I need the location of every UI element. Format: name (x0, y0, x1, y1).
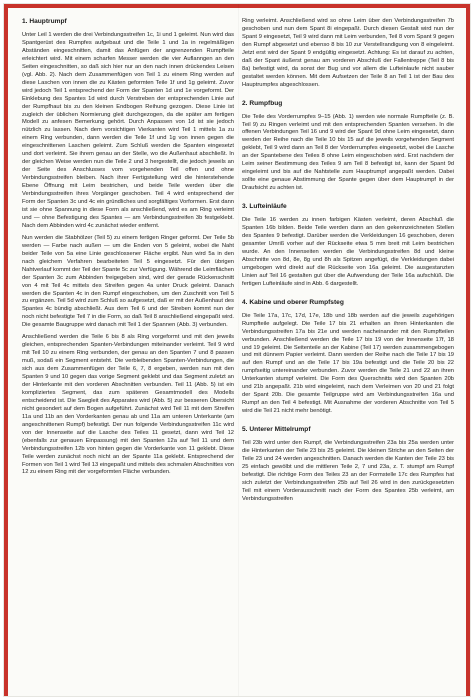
red-left-border (4, 4, 8, 696)
section-heading-hauptrumpf: 1. Hauptrumpf (22, 18, 67, 25)
paragraph: Die Teile 17a, 17c, 17d, 17e, 18b und 18b werden auf die jeweils zugehörigen Rumpfteile aufgelegt. Die Teile 17 bis 21 erhalten an ihren Hinterkanten die Verbindungsstreifen 17a bis 21e und werden nacheinander mit den Rumpfteilen verbunden. Anschließend werden die Teile 17 bis 19 von der Innenseite 17f, 18 und 19 geleimt. Die Seitenteile an der Kabine (Teil 17) werden zusammengebogen und mit dünnem Papier verleimt. Dann werden der Reihe nach die Teile 17 bis 19 auf den Rumpf und an die Teile 17 bis 19a befestigt und die Teile 20 bis 22 rumpfseitig untereinander verbunden. Zuvor werden die Teile 21 und 22 an ihren Unterkanten stumpf verleimt. Die Form des Querschnitts wird den Spanten 20b und 21b angepaßt. 21b wird eingeleimt, nach dem Verleimen von 20 und 21 folgt der Spant 20b. Die gesamte Teilgruppe wird am Verbindungsstreifen 16a und Rumpf an den Teil 4 befestigt. Mit Ausnahme der vorderen Abschnitte von Teil 5 wird die Teil 21 nicht mehr benötigt. (242, 312, 454, 415)
section-heading-unterer-mittelrumpf: 5. Unterer Mittelrumpf (242, 426, 311, 434)
paragraph: Anschließend werden die Teile 6 bis 8 als Ring vorgeformt und mit den jeweils gleichen, entsprechenden Spanten-Verbindungen miteinander verleimt. Teil 9 wird mit Teil 10 zu einem Ring verbunden, der genau an den Spanten 7 und 8 passen muß, sodaß ein Segment entsteht. Die verbleibenden Spanten-Verbindungen, die sich aus dem Zusammenfügen der Teile 6, 7, 8 ergeben, werden nun mit den Spanten 9 und 10 gegen das vorige Segment geklebt und das Segment zuletzt an der Hinterkante mit den vorderen Abschnitten verbunden. Teil 11 (Abb. 5) ist ein kompliziertes Segment, das zum späteren Gesamtmodell des Modells entscheidend ist. Die Saegleit des Apparates wird (Abb. 5) zur besseren Übersicht nicht gesondert auf dem Bogen aufgeführt. Zunächst wird Teil 11 mit dem Streifen 11a und 11b an den Vorderkanten genau ab und 11a am unteren Unterkante (am angeschnittenen Rumpf) befestigt. Der nun folgende Verbindungsstreifen 11c wird von der Innenseite auf die Lasche des Teiles 11 gesetzt, dann wird Teil 12 (ebenfalls zur genauen Einpassung) mit den Spanten 12a auf Teil 11 und dem Verbindungsstreifen 12b von hinten gegen die Vorderkante von 11 geklebt. Diese Teile werden zunächst noch nicht an der Spante 11a geklebt. Entsprechend der Formen von Teil 1 wird Teil 13 eingepaßt und mittels des schmalen Abschnittes von 12 zu einem Ring mit der vorgeformten Fläche verbunden. (22, 334, 234, 476)
left-column (22, 18, 234, 481)
red-right-border (466, 4, 470, 696)
paragraph: Die Teile des Vorderrumpfes 9–15 (Abb. 1) werden wie normale Rumpfteile (z. B. Teil 9) zu Ringen verleimt und mit den entsprechenden Spanten versehen. In die offenen Verbindungen Teil 16 und 9 wird der Spant 9d ohne Leim eingesetzt, dann werden der Reihe nach die Teile 10 bis 15 auf die jeweils vorgehenden Segment geklebt, Teil 9 wird dann an Teil 8 der Vorderrumpfes eingesetzt, wobei die Lasche an der Spantebene des Teiles 8 ohne Leim eingeschoben wird. Erst nachdem der Leim seiner Bestimmung des Teiles 9 am Teil 8 befestigt ist, kann der Spant 9d eingeleimt und bis auf die Nahtstelle zum Hauptrumpf angepaßt werden. Dabei sollte eine genaue Abstimmung der Spante gegen über dem Hauptrumpf in der Draufsicht zu achten ist. (242, 113, 454, 192)
booklet-page (3, 3, 471, 697)
paragraph: Teil 23b wird unter den Rumpf, die Verbindungsstreifen 23a bis 25a werden unter die Hinterkanten der Teile 23 bis 25 geleimt. Die kleinen Striche an den Seiten der Teile 23 und 24 werden angeschnitten. Danach werden die Kanten der Teile 23 bis 25 einfach gewölbt und die mittleren Teile 2, 7 und 23a, z. T. stumpf am Rumpf befestigt. Die richtige Form des Teiles 23 an der Formstelle 17c des Rumpfes hat sich zuletzt der Verbindungsstreifen 25b auf Teil 26 wird in den zurückgesetzten Teil mit einem Vorderausschnitt nach der Form des Spantes 25b verleimt, am Verbindungsstreifen (242, 440, 454, 502)
section-heading-rumpfbug: 2. Rumpfbug (242, 99, 283, 107)
section-heading-kabine: 4. Kabine und oberer Rumpfsteg (242, 298, 344, 306)
red-top-border (4, 4, 470, 8)
paragraph: Nun werden die Stabhölzer (Teil 5) zu einem fertigen Ringer geformt. Der Teile 5b werden — Farbe nach außen — um die Enden von 5 geleimt, wobei die Naht beider Teile von 5a eine Linie geschlossener Fläche ergibt. Nun wird 5a in den nach gleichem Verfahren bearbeiteten Teil 5 eingesetzt. Für den übrigen Nahtverlauf kommt der Teil der Spante 5c zur Verfügung. Während die Leimflächen der Spanten 3c zum Abbinden freigegeben sind, wird der gerade Rückenschnitt von 4 mit Teil 4c mittels des Streifen gegen 4a unter Druck geleimt. Danach werden die Spanten 4c in den Rumpf eingeschoben, um den Zuschnitt von Teil 5 zu ergänzen. Teil 5d wird zum Schluß so aufgesetzt, daß er mit der Außenhaut des Spantes 4c bündig abschließt. Aus dem Teil 6 und der Streben kommt nun der noch nicht befestigte Teil 7 in die Form, so daß Teil 8 anschließend eingepaßt wird. Die gesamte Baugruppe wird danach mit Teil 1 der Spannen (Abb. 3) verbunden. (22, 234, 234, 329)
section-heading-lufteinlaeufe: 3. Lufteinläufe (242, 203, 287, 211)
right-column (242, 18, 454, 508)
paragraph: Unter Leil 1 werden die drei Verbindungsstreifen 1c, 1i und 1 geleimt. Nun wird das Spantgerüst des Rumpfes aufgebaut und die Teile 1 und 1a in regelmäßigen Abständen eingeschnitten, damit das Anfügen der angrenzenden Rumpfteile erleichtert wird. Mit einem scharfen Messer werden die vier Auflanngen an den Seiten eingeschnitten, so daß sich hier nur an den nach innen drückendes Leisen (vgl. Abb. 2). Nach dem Zusammenfügen von Teil 1 zu einem Ring werden auf diese Laschen von innen die zu Kästen geformten Teile 1f und 1g geleimt. Zuvor wird jedoch Teil 1 entsprechend der Form der Spanten 1d und 1e vorgeformt. Der Einklebung des Spantes 1d wird durch Verstreben der entsprechenden Linie auf der Rumpfhaut bis zu den kleinen Endbogen Reihung gezogen. Diese Linie ist zugleich der üblichen Normierung gleit durchgezogen, da die später am fertigen Modell zu anfesen Bemerkung gehört. Durch Anpassen von 1d ist sie jedoch nützlich zu lassen. Nach dem vorsichtigen Vierkanten wird Teil 1 mittels 1a zu einem Ring verbunden, dann werden die Teile 1f und 1g von innen gegen die eingeschnittenen Laschen geleimt. Zum Schluß werden die Spanten eingesetzt und dort verleimt. Sie ihrem genau an der Stelle, wo die Außenhaut abschließt. In der gleichen Weise werden nun die Teile 2 und 3 hergestellt, die jedoch jeweils an der Seite des Anschlusses vom vorgehenden Teil offen und ohne Verbindungsstreifen bleiben. Nach ihrer Fertigstellung wird die hinterstehende Ebene Öffnung mit Leim bestrichen, und beide Teile werden über die Verbindungsstreifen ihres Vorgänger geschoben. Teil 4 wird entsprechend der Form der Spanten 3c und 4c ein gründliches und sorgfältiges Vorformen. Erst dann ist sie ohne Spannung in diese Form als anschließend, wird es am Ring verleimt und — ohne Befestigung des Spantes — am Verbindungsstreifen 3b festgeklebt. Nach dem Abbinden wird 4c zunächst wieder entfernt. (22, 32, 234, 229)
column-gutter (238, 4, 239, 696)
paragraph: Die Teile 16 werden zu innen farbigen Kästen verleimt, deren Abschluß die Spanten 16b bilden. Beide Teile werden dann an den gekennzeichneten Stellen des Spantes 9 befestigt. Darüber werden die Verkleidungen 16 geschoben, deren gesamter Umriß vorher auf der Rückseite etwa 5 mm breit mit Leim bestrichen wurde. An den Innenseiten werden die Verbindungsstreifen 8d und kleine Abschnitte von 8d, 8e, 8g und 8h als Spitzen angefügt, die Verkleidungen dabei umgebogen wird direkt auf die Rückseite von 16a geleimt. Die ausgestanzten Linien auf Teil 16 gestalten gut über die Aufwendung der Teile 16a aufschlüß. Die fertigen Lufteinläufe sind in Abb. 6 dargestellt. (242, 217, 454, 287)
paragraph: Ring verleimt. Anschließend wird so ohne Leim über den Verbindungsstreifen 7b geschoben und nun dem Spant 8i eingepaßt. Durch diesen Gestalt wird nun der Spant 9 eingesetzt, Teil 9 wird dann mit Leim verbunden, Teil 8 vom Spant 9 gegen den Rumpf abgesetzt und ebenso 8 bis 10 zur Verstellrandigung von 8 eingeleimt. Jetzt erst wird der Spant 9 endgültig eingesetzt. Achtung: Es ist darauf zu achten, daß der Spant äußerst genau am vorderen Abschluß der Fallentreppe (Teil 8 bis 8a) befestigt wird, da sonst der Bug und vor allem die Lufteinlaufe nicht sauber gestaltet werden können. Mit dem Aufsetzen der Teile 8 an Teil 1 ist der Bau des Hauptrumpfes abgeschlossen. (242, 18, 454, 88)
